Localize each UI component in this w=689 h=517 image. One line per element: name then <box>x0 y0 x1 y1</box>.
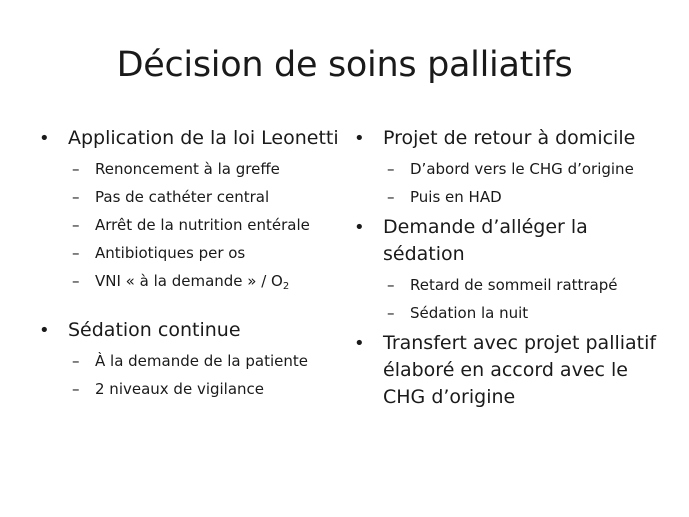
sub-item <box>36 211 346 239</box>
bullet-label-line: Transfert avec projet palliatif <box>383 332 657 354</box>
sub-list-retour <box>351 155 671 211</box>
sub-item <box>351 299 671 327</box>
sub-list-leonetti <box>36 155 346 295</box>
right-column <box>351 125 671 411</box>
sub-item <box>36 375 346 403</box>
dash-marker: – <box>387 304 395 322</box>
sub-item <box>36 267 346 295</box>
bullet-leonetti <box>36 125 346 152</box>
sub-item-label: Arrêt de la nutrition entérale <box>95 216 310 234</box>
sub-item <box>36 347 346 375</box>
dash-marker: – <box>72 188 80 206</box>
bullet-label: Application de la loi Leonetti <box>68 127 339 149</box>
sub-item <box>351 183 671 211</box>
sub-item-label: Retard de sommeil rattrapé <box>410 276 618 294</box>
bullet-retour-domicile <box>351 125 671 152</box>
bullet-dot: • <box>39 128 50 149</box>
dash-marker: – <box>72 272 80 290</box>
bullet-label-line: CHG d’origine <box>383 386 516 408</box>
left-column <box>36 125 346 403</box>
bullet-label-line: Demande d’alléger la <box>383 216 588 238</box>
sub-item <box>36 239 346 267</box>
dash-marker: – <box>72 160 80 178</box>
sub-item <box>36 183 346 211</box>
bullet-dot: • <box>39 320 50 341</box>
sub-list-alleger <box>351 271 671 327</box>
bullet-dot: • <box>354 333 365 354</box>
sub-item-label: D’abord vers le CHG d’origine <box>410 160 634 178</box>
dash-marker: – <box>387 160 395 178</box>
dash-marker: – <box>387 276 395 294</box>
bullet-transfert <box>351 330 671 411</box>
sub-item-label: Antibiotiques per os <box>95 244 246 262</box>
bullet-label: Projet de retour à domicile <box>383 127 636 149</box>
sub-item-label: VNI « à la demande » / O <box>95 272 283 290</box>
dash-marker: – <box>72 380 80 398</box>
slide-title: Décision de soins palliatifs <box>116 45 573 85</box>
dash-marker: – <box>72 244 80 262</box>
dash-marker: – <box>72 216 80 234</box>
bullet-alleger-sedation <box>351 214 671 268</box>
sub-list-sedation <box>36 347 346 403</box>
sub-item-label: Renoncement à la greffe <box>95 160 280 178</box>
dash-marker: – <box>387 188 395 206</box>
sub-item-label: À la demande de la patiente <box>95 352 308 370</box>
bullet-dot: • <box>354 128 365 149</box>
sub-item <box>351 271 671 299</box>
bullet-label: Sédation continue <box>68 319 241 341</box>
sub-item-label: 2 niveaux de vigilance <box>95 380 265 398</box>
bullet-sedation-continue <box>36 317 346 344</box>
sub-item-label: Sédation la nuit <box>410 304 529 322</box>
sub-item <box>36 155 346 183</box>
sub-item <box>351 155 671 183</box>
sub-item-label: Puis en HAD <box>410 188 502 206</box>
sub-item-label: Pas de cathéter central <box>95 188 270 206</box>
bullet-label-line: élaboré en accord avec le <box>383 359 628 381</box>
dash-marker: – <box>72 352 80 370</box>
bullet-dot: • <box>354 217 365 238</box>
bullet-label-line: sédation <box>383 243 465 265</box>
oxygen-subscript: 2 <box>282 281 290 292</box>
